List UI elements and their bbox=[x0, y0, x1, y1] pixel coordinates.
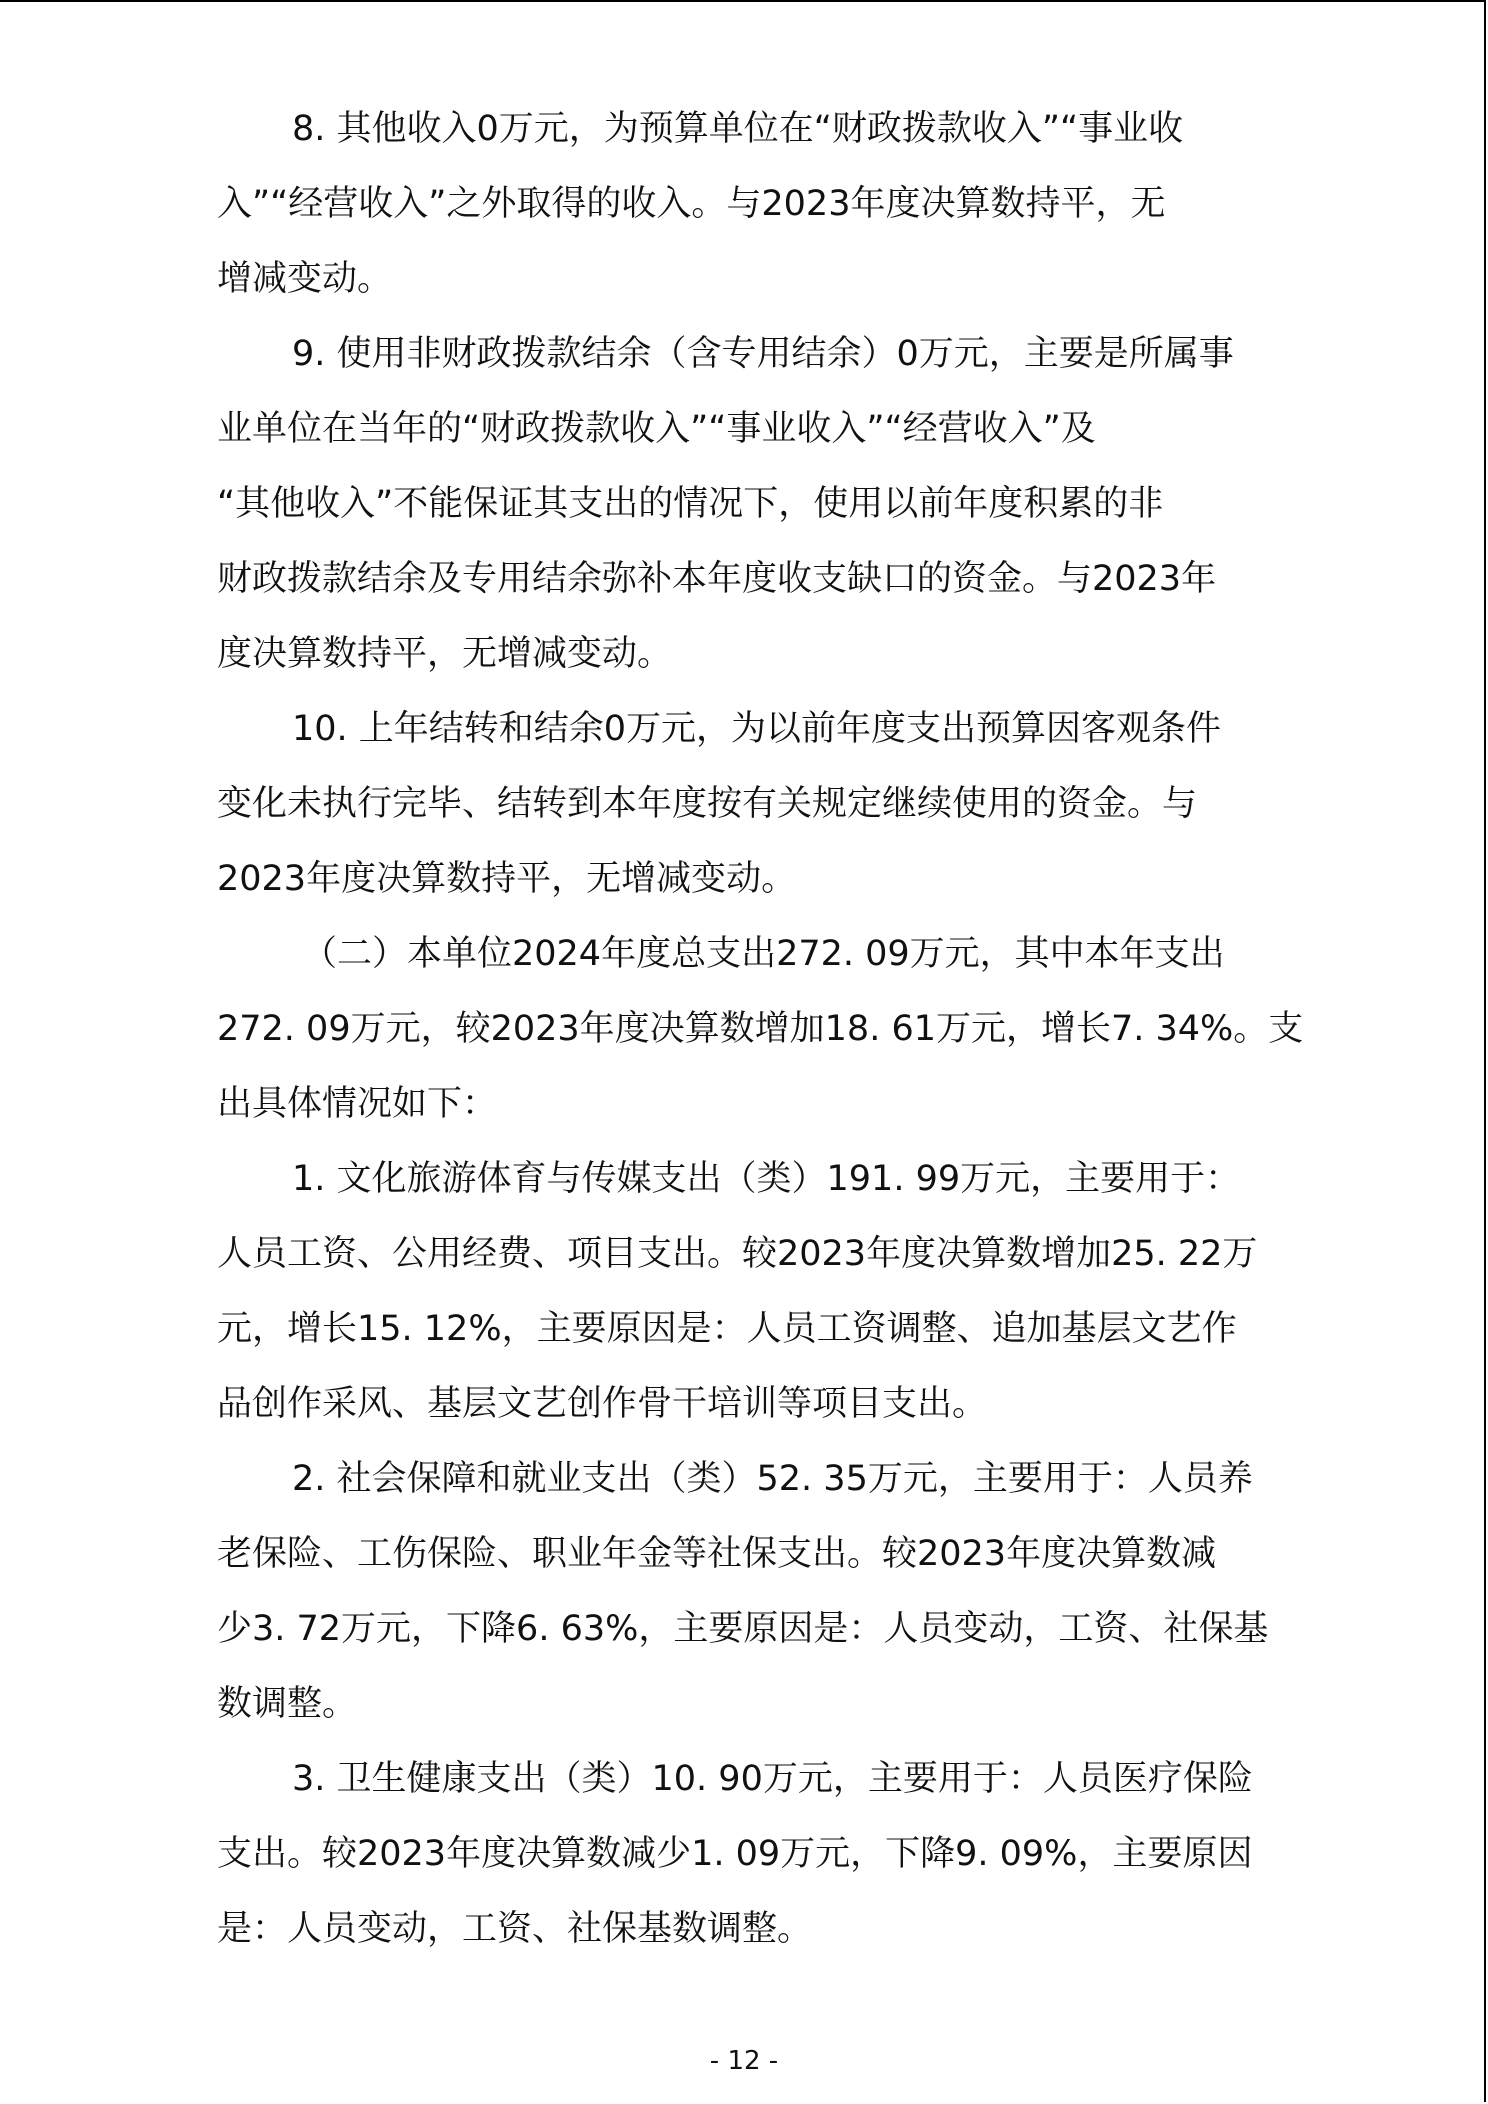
paragraph-line: 1. 文化旅游体育与传媒支出（类）191. 99万元，主要用于： bbox=[292, 1159, 1241, 1199]
paragraph-line: 财政拨款结余及专用结余弥补本年度收支缺口的资金。与2023年 bbox=[217, 559, 1217, 599]
paragraph-line: 3. 卫生健康支出（类）10. 90万元，主要用于：人员医疗保险 bbox=[292, 1759, 1253, 1799]
paragraph-line: 变化未执行完毕、结转到本年度按有关规定继续使用的资金。与 bbox=[217, 784, 1198, 824]
paragraph-line: 业单位在当年的“财政拨款收入”“事业收入”“经营收入”及 bbox=[217, 409, 1096, 449]
paragraph-line: 入”“经营收入”之外取得的收入。与2023年度决算数持平，无 bbox=[217, 184, 1166, 224]
paragraph-line: （二）本单位2024年度总支出272. 09万元，其中本年支出 bbox=[302, 934, 1225, 974]
paragraph-line: “其他收入”不能保证其支出的情况下，使用以前年度积累的非 bbox=[217, 484, 1164, 524]
paragraph-line: 2. 社会保障和就业支出（类）52. 35万元，主要用于：人员养 bbox=[292, 1459, 1253, 1499]
paragraph-line: 8. 其他收入0万元，为预算单位在“财政拨款收入”“事业收 bbox=[292, 109, 1184, 149]
paragraph-line: 增减变动。 bbox=[217, 259, 393, 299]
body-text bbox=[217, 92, 1304, 1967]
paragraph-line: 出具体情况如下： bbox=[217, 1084, 498, 1124]
paragraph-line: 10. 上年结转和结余0万元，为以前年度支出预算因客观条件 bbox=[292, 709, 1222, 749]
paragraph-line: 数调整。 bbox=[217, 1684, 358, 1724]
paragraph-line: 品创作采风、基层文艺创作骨干培训等项目支出。 bbox=[217, 1384, 988, 1424]
paragraph-line: 支出。较2023年度决算数减少1. 09万元，下降9. 09%，主要原因 bbox=[217, 1834, 1253, 1874]
page-number: - 12 - bbox=[709, 2046, 779, 2076]
paragraph-line: 272. 09万元，较2023年度决算数增加18. 61万元，增长7. 34%。支 bbox=[217, 1009, 1304, 1049]
paragraph-line: 老保险、工伤保险、职业年金等社保支出。较2023年度决算数减 bbox=[217, 1534, 1217, 1574]
paragraph-line: 是：人员变动，工资、社保基数调整。 bbox=[217, 1909, 813, 1949]
paragraph-line: 2023年度决算数持平，无增减变动。 bbox=[217, 859, 797, 899]
paragraph-line: 少3. 72万元，下降6. 63%，主要原因是：人员变动，工资、社保基 bbox=[217, 1609, 1269, 1649]
paragraph-line: 9. 使用非财政拨款结余（含专用结余）0万元，主要是所属事 bbox=[292, 334, 1234, 374]
paragraph-line: 人员工资、公用经费、项目支出。较2023年度决算数增加25. 22万 bbox=[217, 1234, 1258, 1274]
paragraph-line: 元，增长15. 12%，主要原因是：人员工资调整、追加基层文艺作 bbox=[217, 1309, 1237, 1349]
paragraph-line: 度决算数持平，无增减变动。 bbox=[217, 634, 673, 674]
